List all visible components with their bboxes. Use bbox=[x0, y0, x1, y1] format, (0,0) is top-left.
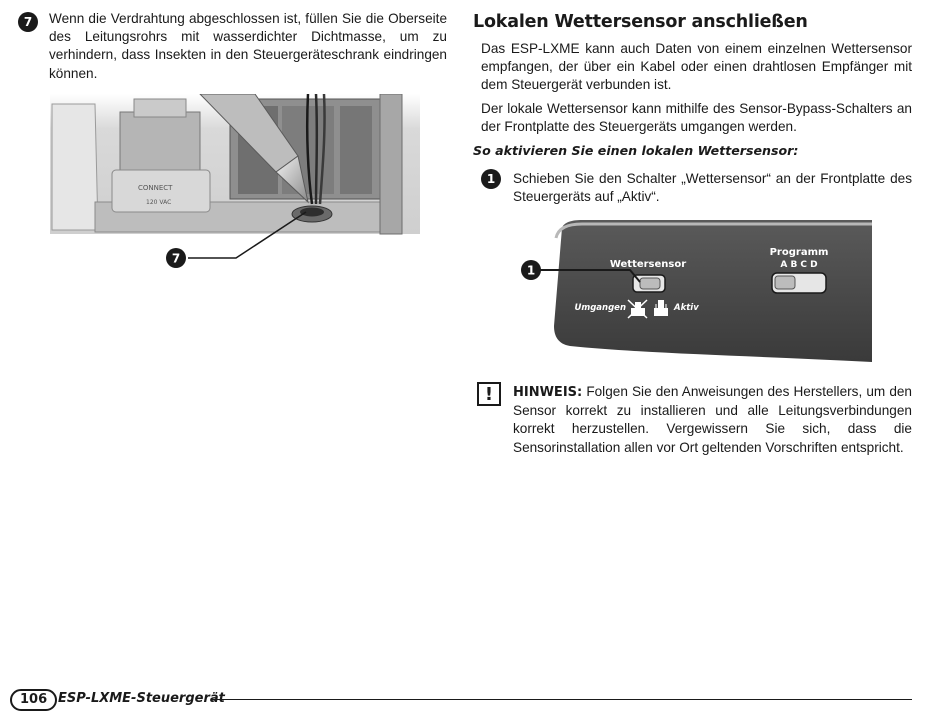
step-7-badge: 7 bbox=[18, 12, 38, 32]
programm-label: Programm bbox=[769, 247, 829, 258]
note-paragraph bbox=[513, 383, 912, 457]
page-number: 106 bbox=[10, 689, 57, 711]
program-switch-knob[interactable] bbox=[775, 276, 795, 289]
controller-wiring-illustration bbox=[50, 94, 420, 274]
front-panel-illustration bbox=[510, 218, 872, 362]
procedure-subheading: So aktivieren Sie einen lokalen Wettersensor: bbox=[473, 143, 799, 158]
footer-rule bbox=[212, 699, 912, 700]
wire bbox=[316, 94, 317, 204]
aktiv-label: Aktiv bbox=[674, 303, 699, 313]
step-7-text: Wenn die Verdrahtung abgeschlossen ist, füllen Sie die Oberseite des Leitungsrohrs mit wasserdichter Dichtmasse, um zu verhindern, dass Insekten in den Steuergeräteschrank eindringen können. bbox=[49, 11, 447, 81]
callout-7-number: 7 bbox=[171, 251, 181, 266]
cabinet-door bbox=[52, 104, 98, 230]
transformer bbox=[120, 112, 200, 172]
bypass-paragraph: Der lokale Wettersensor kann mithilfe des Sensor-Bypass-Schalters an der Frontplatte des Steuergeräts umgangen werden. bbox=[481, 101, 912, 135]
umgangen-label: Umgangen bbox=[574, 303, 626, 313]
callout-1-number: 1 bbox=[526, 263, 536, 278]
wettersensor-switch-knob[interactable] bbox=[640, 278, 660, 289]
step-1-badge: 1 bbox=[481, 169, 501, 189]
section-heading: Lokalen Wettersensor anschließen bbox=[473, 12, 808, 32]
warning-icon: ! bbox=[477, 382, 501, 406]
wettersensor-label: Wettersensor bbox=[609, 259, 687, 270]
step-1-text: Schieben Sie den Schalter „Wettersensor“ an der Frontplatte des Steuergeräts auf „Aktiv“. bbox=[513, 171, 912, 205]
cabinet-right-wall bbox=[380, 94, 402, 234]
connect-label: CONNECT bbox=[138, 184, 173, 192]
note-label: HINWEIS: bbox=[513, 385, 583, 400]
note-text: Folgen Sie den Anweisungen des Herstellers, um den Sensor korrekt zu installieren und alle Leitungsverbindungen korrekt herzustellen. Vergewissern Sie sich, dass die Sensorinstallation allen vor Ort geltenden Vorschriften entspricht. bbox=[513, 384, 912, 455]
intro-paragraph: Das ESP-LXME kann auch Daten von einem einzelnen Wettersensor empfangen, der über ein Kabel oder einen drahtlosen Empfänger mit dem Steuergerät verbunden ist. bbox=[481, 41, 912, 93]
voltage-label: 120 VAC bbox=[146, 199, 172, 206]
footer-title: ESP-LXME-Steuergerät bbox=[58, 691, 225, 706]
program-letters: A B C D bbox=[780, 260, 818, 270]
